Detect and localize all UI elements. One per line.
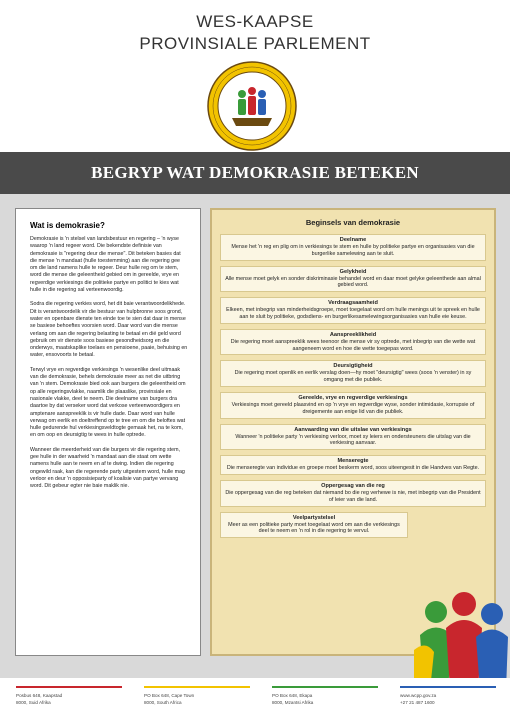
principle-box [220, 329, 486, 356]
principle-text: Wanneer 'n politieke party 'n verkiesing verloor, moet sy leiers en ondersteuners die uitslag van die verkiesing aanvaar. [235, 433, 471, 447]
principle-box [220, 392, 486, 419]
principle-box [220, 234, 486, 261]
principle-title: Veelpartystelsel [292, 514, 336, 521]
footer-yellow-line [144, 686, 250, 688]
footer-red-line [16, 686, 122, 688]
principles-panel [210, 208, 496, 656]
principle-text: Die menseregte van individue en groepe moet beskerm word, soos uiteengesit in die Handves van Regte. [226, 465, 480, 472]
left-heading: Wat is demokrasie? [30, 221, 105, 230]
principle-title: Verdraagsaamheid [328, 300, 378, 307]
principle-box [220, 360, 486, 387]
left-paragraph: Wanneer die meerderheid van die burgers vir die regering stem, gee hulle in der waarheid 'n mandaat aan die staat om wette namens hulle aan te neem en af te dwing. Indien die regering ongewild raak, kan die regerende party uitgestem word, hulle mag verloor en deur 'n opposisieparty of koalisie van partye vervang word. Dit gebeur egter nie baie maklik nie. [30, 446, 185, 490]
footer-address-xhosa: PO Box 648, Ekapa 8000, Mzantsi Afrika [272, 693, 314, 705]
people-figures-illustration [414, 590, 510, 690]
principle-box [220, 297, 486, 324]
democracy-definition-panel [15, 208, 201, 656]
banner-title: BEGRYP WAT DEMOKRASIE BETEKEN [91, 163, 419, 182]
principle-box [220, 424, 486, 451]
principle-title: Deelname [339, 237, 367, 243]
title-banner [0, 152, 510, 194]
principle-text: Meer as een politieke party moet toegelaat word om aan die verkiesings deel te neem en 'n rol in die regering te vervul. [228, 521, 400, 535]
principles-heading: Beginsels van demokrasie [305, 218, 401, 227]
principle-box [220, 480, 486, 507]
principle-text: Elkeen, met inbegrip van minderheidsgroepe, moet toegelaat word om hulle menings uit te spreek en hulle aan te sluit by politieke, godsdiens- en burgerlikesamelewingsorganisasies van hulle eie keuse. [226, 307, 480, 320]
principle-text: Alle mense moet gelyk en sonder diskriminasie behandel word en daar moet gelyke geleenthede aan almal gebied word. [225, 275, 481, 289]
footer-address-english: PO Box 648, Cape Town 8000, South Africa [144, 693, 195, 705]
principle-title: Deursigtigheid [333, 363, 373, 370]
principle-box [220, 266, 486, 293]
principle-box [220, 455, 486, 475]
principle-title: Oppergesag van die reg [321, 482, 385, 489]
footer-contact [400, 692, 436, 706]
principle-text: Die regering moet openlik en eerlik verslag doen—hy moet "deursigtig" wees (soos 'n venster) in sy omgang met die publiek. [234, 370, 472, 384]
footer-green-line [272, 686, 378, 688]
parliament-logo [206, 60, 298, 152]
principle-title: Aanspreeklikheid [329, 331, 377, 338]
footer-blue-line [400, 686, 496, 688]
principle-text: Mense het 'n reg en plig om in verkiesings te stem en hulle by politieke partye en organisasies van die burgerlike samelewing aan te sluit. [231, 244, 475, 257]
website-link[interactable]: www.wcpp.gov.za [400, 693, 437, 698]
parliament-title-line2: PROVINSIALE PARLEMENT [139, 34, 371, 53]
principle-box [220, 512, 408, 539]
footer [0, 678, 510, 721]
left-paragraph: Sodra die regering verkies word, het dit baie verantwoordelikhede. Dit is verantwoordelik vir die bestuur van hulpbronne soos grond, water en openbare dienste ten einde toe te sien dat daar in mense se basiese behoeftes voorsien word. Daar word van die mense verlang om aan die regering belasting te betaal en dié geld word gebruik om vir dienste soos basiese gesondheidsorg en die onderwys, maatskaplike toelaes en pensioene, paaie, behuising en water, ensovoorts te betaal. [30, 301, 188, 359]
principle-title: Gelykheid [339, 268, 367, 275]
principle-text: Die oppergesag van die reg beteken dat niemand bo die reg verhewe is nie, met inbegrip van die President of leier van die land. [225, 489, 481, 503]
principle-title: Aanvaarding van die uitslae van verkiesings [294, 426, 412, 433]
principle-text: Verkiesings moet gereeld plaasvind en op 'n vrye en regverdige wyse, sonder intimidasie, korrupsie of dreigemente aan enige lid van die publiek. [231, 401, 475, 415]
left-paragraph: Terwyl vrye en regverdige verkiesings 'n wesenlike deel uitmaak van die demokrasie, behels demokrasie meer as net die uitbring van 'n stem. Demokrasie bied ook aan burgers die geleentheid om op alle regeringsvlakke, naamlik die plaaslike, provinsiale en nasionale vlakke, deel te neem. Die deelname van burgers dra daartoe by dat verseker word dat verkose verteenwoordigers en amptenare aanspreeklik is vir hulle dade. Daar word van hulle verwag om eerlik en doeltreffend op te tree en om die beloftes wat hulle gedurende hul verkiesingsveldtogte gemaak het, na te kom, en om oop en deursigtig te wees in hulle optrede. [30, 366, 186, 439]
footer-address-afrikaans: Posbus 648, Kaapstad 8000, Suid Afrika [16, 693, 63, 705]
header [0, 0, 510, 150]
principle-text: Die regering moet aanspreeklik wees teenoor die mense vir sy optrede, met inbegrip van die wette wat aangeneem word en hoe die wette toegepas word. [230, 338, 476, 352]
principle-title: Gereelde, vrye en regverdige verkiesings [298, 394, 408, 401]
phone-number: +27 21 487 1600 [400, 700, 435, 705]
parliament-title-line1: WES-KAAPSE [196, 12, 314, 31]
principle-title: Menseregte [337, 458, 369, 465]
left-paragraph: Demokrasie is 'n stelsel van landsbestuur en regering – 'n wyse waarop 'n land regeer word. Die bekendste definisie van demokrasie is "regering deur die mense". Dit beteken basies dat die mense 'n mandaat (hulle toestemming) aan die regering gee om die land namens hulle te regeer. Deur hulle reg om te stem, word die mense die geleentheid gebied om in gereelde, vrye en regverdige verkiesings die politieke partye en politici te kies wat hulle in die regering sal verteenwoordig. [30, 236, 181, 294]
